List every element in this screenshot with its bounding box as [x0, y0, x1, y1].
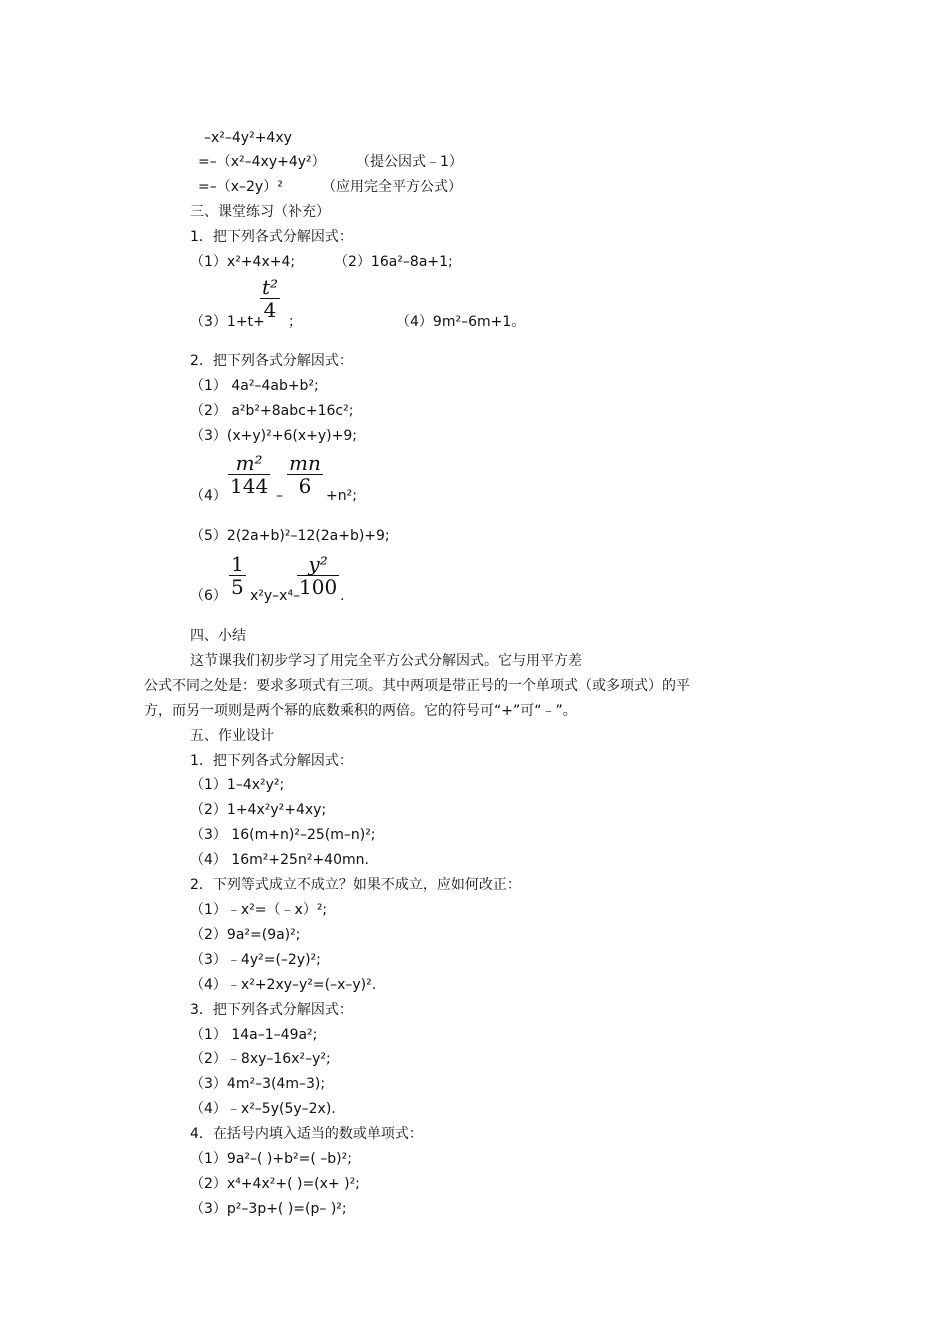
fraction-denominator: 144: [230, 474, 269, 498]
section4-paragraph-line-1: 这节课我们初步学习了用完全平方公式分解因式。它与用平方差: [190, 653, 582, 669]
section3-q2-item-3: （3）(x+y)²+6(x+y)+9;: [190, 428, 357, 444]
derivation-line-2: =–（x²–4xy+4y²）: [198, 154, 326, 170]
section3-q2-item-6-mid: x²y–x⁴–: [250, 588, 301, 604]
section5-q4-item-2: （2）x⁴+4x²+( )=(x+ )²;: [190, 1176, 360, 1192]
fraction-numerator: t²: [262, 275, 279, 299]
derivation-line-3-note: （应用完全平方公式）: [322, 179, 462, 195]
section3-q1-item-3-suffix: ；: [288, 314, 302, 330]
section5-q1-title: 1．把下列各式分解因式：: [190, 753, 353, 769]
section5-q2-item-2: （2）9a²=(9a)²;: [190, 927, 301, 943]
section3-q2-item-4-prefix: （4）: [190, 488, 227, 504]
fraction-numerator: mn: [289, 451, 321, 475]
section5-q4-item-1: （1）9a²–( )+b²=( –b)²;: [190, 1151, 352, 1167]
section4-paragraph-line-2: 公式不同之处是：要求多项式有三项。其中两项是带正号的一个单项式（或多项式）的平: [144, 678, 690, 694]
section5-heading: 五、作业设计: [190, 728, 274, 744]
fraction-numerator: m²: [235, 451, 263, 475]
section5-q2-item-1: （1）﹣x²=（﹣x）²;: [190, 902, 328, 918]
section5-q3-item-3: （3）4m²–3(4m–3);: [190, 1076, 326, 1092]
section3-q2-item-5: （5）2(2a+b)²–12(2a+b)+9;: [190, 528, 390, 544]
section3-heading: 三、课堂练习（补充）: [190, 204, 330, 220]
section4-paragraph-line-3: 方，而另一项则是两个幂的底数乘积的两倍。它的符号可“+”可“﹣”。: [144, 703, 577, 719]
fraction-1-over-5: [229, 553, 246, 598]
derivation-line-2-note: （提公因式﹣1）: [356, 154, 463, 170]
fraction-numerator: y²: [308, 552, 328, 576]
section3-q1-title: 1．把下列各式分解因式：: [190, 229, 353, 245]
section5-q1-item-1: （1）1–4x²y²;: [190, 777, 285, 793]
section5-q3-item-4: （4）﹣x²–5y(5y–2x).: [190, 1101, 336, 1117]
section3-q2-title: 2．把下列各式分解因式：: [190, 353, 353, 369]
section3-q2-item-4-suffix: +n²;: [326, 488, 357, 504]
section5-q3-item-1: （1） 14a–1–49a²;: [190, 1027, 318, 1043]
section3-q2-item-6-suffix: .: [340, 588, 345, 604]
section5-q2-item-3: （3）﹣4y²=(–2y)²;: [190, 952, 321, 968]
fraction-denominator: 6: [298, 474, 312, 498]
fraction-numerator: 1: [231, 552, 244, 576]
fraction-denominator: 100: [299, 575, 338, 599]
derivation-line-1: –x²–4y²+4xy: [204, 130, 292, 146]
section5-q3-title: 3．把下列各式分解因式：: [190, 1002, 353, 1018]
derivation-line-3: =–（x–2y）²: [198, 179, 283, 195]
section3-q2-item-1: （1） 4a²–4ab+b²;: [190, 378, 319, 394]
section4-heading: 四、小结: [190, 628, 246, 644]
section5-q1-item-2: （2）1+4x²y²+4xy;: [190, 802, 327, 818]
section3-q1-item-1: （1）x²+4x+4;: [190, 254, 296, 270]
section3-q2-item-4-minus: –: [276, 488, 283, 504]
fraction-y2-over-100: [297, 553, 339, 598]
fraction-mn-over-6: [287, 452, 323, 497]
fraction-t2-over-4: [260, 276, 280, 321]
section3-q1-item-2: （2）16a²–8a+1;: [334, 254, 453, 270]
section3-q2-item-6-prefix: （6）: [190, 588, 227, 604]
section3-q1-item-4: （4）9m²–6m+1。: [396, 314, 526, 330]
fraction-m2-over-144: [228, 452, 270, 497]
section5-q3-item-2: （2）﹣8xy–16x²–y²;: [190, 1051, 331, 1067]
fraction-denominator: 4: [263, 298, 277, 322]
section3-q2-item-2: （2） a²b²+8abc+16c²;: [190, 403, 354, 419]
section5-q2-item-4: （4）﹣x²+2xy–y²=(–x–y)².: [190, 977, 377, 993]
fraction-denominator: 5: [231, 575, 244, 599]
section5-q4-title: 4．在括号内填入适当的数或单项式：: [190, 1126, 423, 1142]
section5-q2-title: 2．下列等式成立不成立？如果不成立，应如何改正：: [190, 877, 521, 893]
section5-q1-item-4: （4） 16m²+25n²+40mn.: [190, 852, 369, 868]
section5-q4-item-3: （3）p²–3p+( )=(p– )²;: [190, 1201, 347, 1217]
section3-q1-item-3-prefix: （3）1+t+: [190, 314, 265, 330]
section5-q1-item-3: （3） 16(m+n)²–25(m–n)²;: [190, 827, 376, 843]
